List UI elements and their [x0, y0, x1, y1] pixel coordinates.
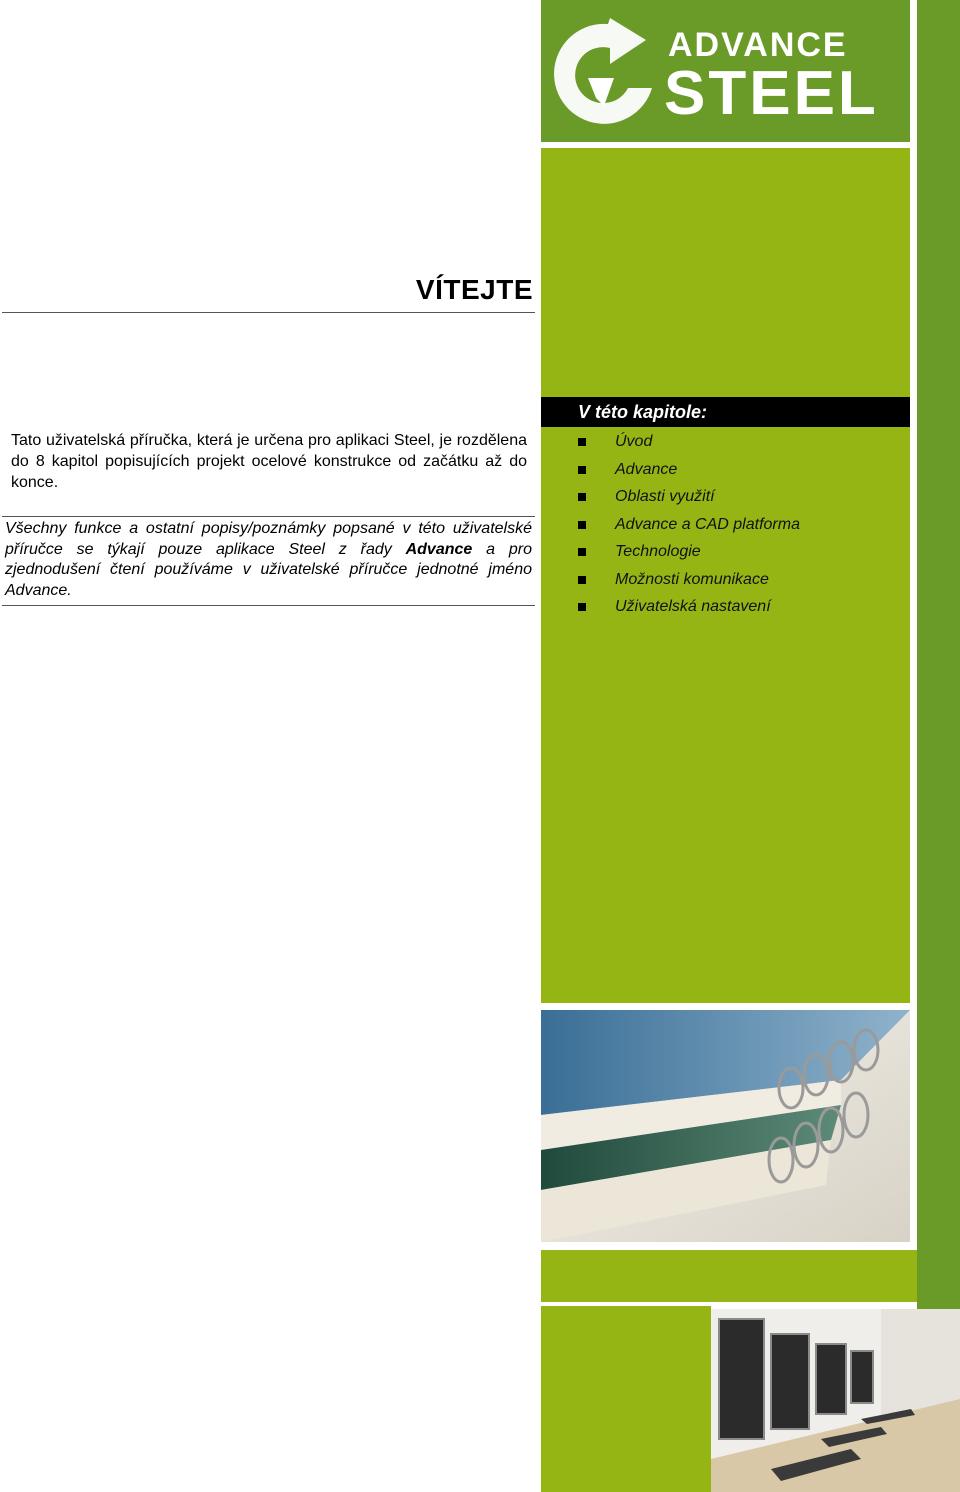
page-title: VÍTEJTE	[415, 274, 533, 305]
title-rule	[2, 312, 535, 313]
chapter-item-label: Technologie	[615, 543, 701, 560]
square-bullet-icon	[578, 521, 586, 529]
chapter-item[interactable]	[578, 566, 800, 594]
green-bottom-block	[541, 1306, 711, 1492]
chapter-list	[578, 428, 800, 621]
note-text-after: a pro zjednodušení čtení používáme v uživatelské příručce jednotné jméno Advance.	[5, 540, 532, 599]
green-band	[541, 1250, 917, 1302]
square-bullet-icon	[578, 438, 586, 446]
chapter-item-label: Úvod	[615, 433, 653, 450]
chapter-item-label: Oblasti využití	[615, 488, 715, 505]
square-bullet-icon	[578, 466, 586, 474]
chapter-title: V této kapitole:	[541, 397, 910, 427]
advance-g-icon	[554, 18, 652, 124]
chapter-item[interactable]	[578, 511, 800, 539]
chapter-item[interactable]	[578, 483, 800, 511]
chapter-item[interactable]	[578, 428, 800, 456]
chapter-item[interactable]	[578, 456, 800, 484]
chapter-item-label: Uživatelská nastavení	[615, 598, 771, 615]
square-bullet-icon	[578, 493, 586, 501]
square-bullet-icon	[578, 548, 586, 556]
square-bullet-icon	[578, 576, 586, 584]
spiral-notebooks-photo	[541, 1010, 910, 1242]
chapter-item-label: Advance a CAD platforma	[615, 515, 800, 533]
chapter-item[interactable]	[578, 538, 800, 566]
intro-paragraph: Tato uživatelská příručka, která je určena pro aplikaci Steel, je rozdělena do 8 kapitol popisujících projekt ocelové konstrukce od začátku až do konce.	[11, 432, 527, 491]
chapter-item-label: Možnosti komunikace	[615, 570, 769, 588]
right-edge-stripe	[917, 0, 960, 1492]
chapter-item[interactable]	[578, 593, 800, 621]
computer-lab-photo	[711, 1309, 960, 1492]
note-bottom-rule	[2, 605, 535, 606]
note-top-rule	[2, 516, 535, 517]
logo-text-advance: ADVANCE	[668, 26, 848, 64]
logo-text-steel: STEEL	[664, 59, 879, 128]
advance-steel-logo	[548, 18, 903, 128]
chapter-item-label: Advance	[615, 460, 678, 478]
note-text-before: Všechny funkce a ostatní popisy/poznámky popsané v této uživatelské příručce se týkají pouze aplikace Steel z řady	[5, 520, 532, 558]
square-bullet-icon	[578, 603, 586, 611]
note-bold-advance: Advance	[405, 540, 473, 558]
note-paragraph	[5, 519, 532, 601]
